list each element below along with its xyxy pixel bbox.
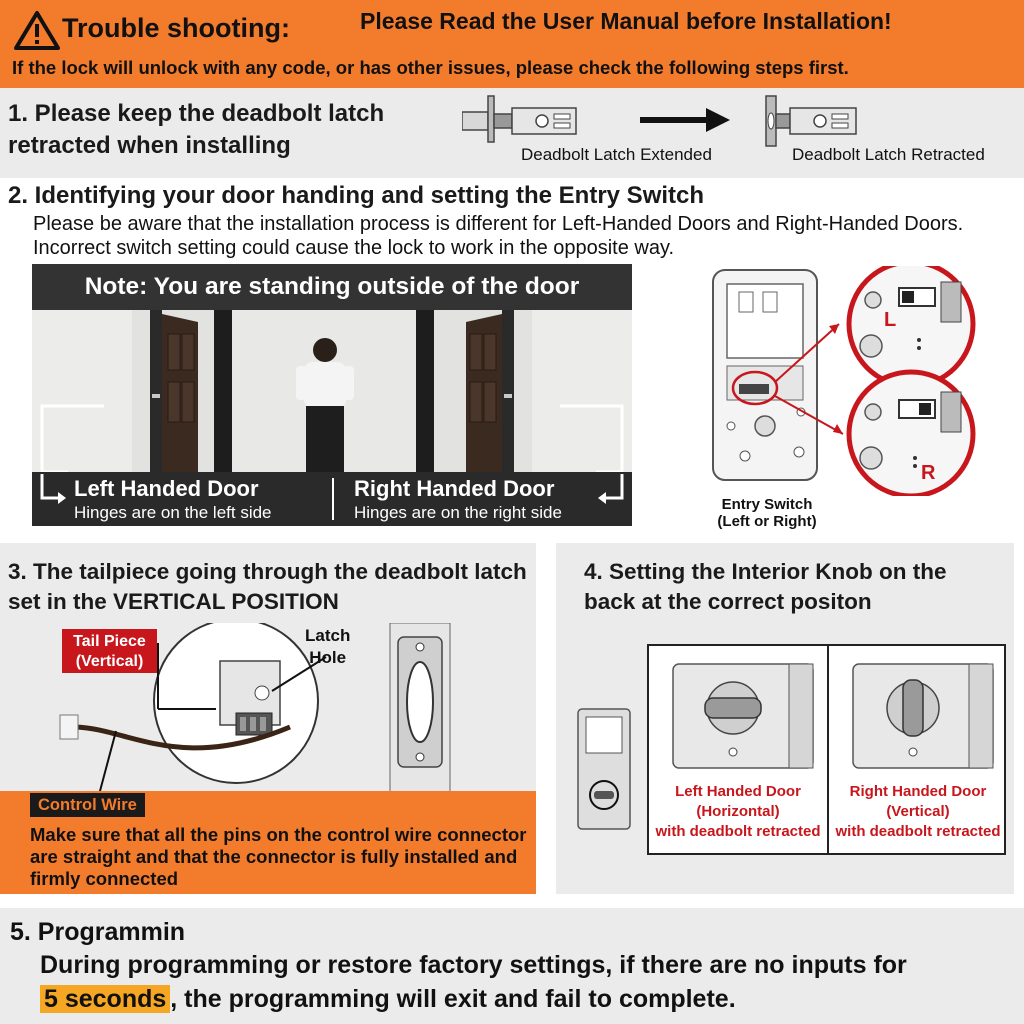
right-door-subtitle: Hinges are on the right side: [354, 503, 562, 522]
step3-title: 3. The tailpiece going through the deadbolt latch set in the VERTICAL POSITION: [8, 559, 527, 614]
left-knob-label-3: with deadbolt retracted: [655, 823, 821, 840]
manual-notice: Please Read the User Manual before Installation!: [360, 8, 892, 34]
knob-position-box: [647, 644, 1006, 855]
right-knob-label: [830, 782, 1006, 842]
step5-line1: During programming or restore factory settings, if there are no inputs for: [40, 951, 907, 979]
step5-line2-rest: , the programming will exit and fail to complete.: [170, 985, 736, 1013]
step3-section: [0, 543, 536, 894]
step5-line2: [40, 985, 736, 1014]
step5-section: [0, 908, 1024, 1024]
left-door-subtitle: Hinges are on the left side: [74, 503, 272, 522]
left-door-title: Left Handed Door: [74, 476, 259, 501]
latch-hole-text-2: Hole: [309, 648, 347, 667]
door-divider: [332, 478, 334, 520]
troubleshooting-title: Trouble shooting:: [62, 13, 290, 43]
lock-interior-illustration: [574, 703, 634, 837]
door-type-labels: [32, 472, 632, 526]
tail-piece-sub: (Vertical): [75, 653, 144, 670]
door-handing-photo: [32, 264, 632, 526]
latch-retracted-label: Deadbolt Latch Retracted: [792, 145, 985, 164]
left-knob-label: [650, 782, 826, 842]
latch-extended-illustration: [462, 92, 592, 148]
step2-description: Please be aware that the installation process is different for Left-Handed Doors and Right-Handed Doors. Incorrect switch setting could cause the lock to work in the opposite way.: [33, 213, 964, 259]
header-subtitle: If the lock will unlock with any code, or has other issues, please check the following steps first.: [12, 57, 849, 78]
arrow-left-icon: [598, 474, 628, 504]
control-wire-instructions: Make sure that all the pins on the control wire connector are straight and that the connector is fully installed and firmly connected: [30, 824, 527, 889]
right-knob-label-3: with deadbolt retracted: [835, 823, 1001, 840]
entry-switch-label: Entry Switch: [721, 496, 813, 513]
step4-section: [556, 543, 1014, 894]
entry-switch-diagram: [705, 266, 1021, 496]
tail-piece-badge: [62, 629, 157, 673]
switch-left-marker: L: [884, 309, 897, 331]
standing-outside-note: Note: You are standing outside of the door: [32, 264, 632, 310]
header-banner: [0, 0, 1024, 88]
knob-vertical-illustration: [837, 656, 1001, 772]
arrow-right-icon: [640, 108, 730, 132]
warning-icon: [14, 10, 60, 50]
right-knob-label-1: Right Handed Door: [849, 783, 987, 800]
left-knob-label-2: (Horizontal): [696, 803, 780, 820]
control-wire-badge: Control Wire: [30, 793, 145, 817]
step1-section: [0, 88, 1024, 178]
right-door-title: Right Handed Door: [354, 476, 555, 501]
step4-title: 4. Setting the Interior Knob on the back at the correct positon: [584, 559, 947, 614]
door-photo-illustration: [32, 310, 632, 472]
tail-piece-label: Tail Piece: [73, 633, 146, 650]
knob-horizontal-illustration: [657, 656, 821, 772]
left-knob-label-1: Left Handed Door: [675, 783, 801, 800]
knob-box-divider: [827, 646, 829, 853]
step5-title: 5. Programmin: [10, 918, 186, 946]
latch-retracted-illustration: [762, 92, 872, 148]
entry-switch-sub: (Left or Right): [717, 513, 817, 530]
latch-hole-text: Latch: [305, 626, 351, 645]
latch-hole-label: [305, 625, 350, 669]
step2-section: [0, 178, 1024, 535]
timeout-highlight: 5 seconds: [40, 985, 170, 1013]
step2-title: 2. Identifying your door handing and setting the Entry Switch: [8, 182, 705, 209]
arrow-right-icon: [36, 474, 66, 504]
right-knob-label-2: (Vertical): [886, 803, 950, 820]
latch-extended-label: Deadbolt Latch Extended: [521, 145, 712, 164]
step1-title: 1. Please keep the deadbolt latch retracted when installing: [8, 100, 385, 159]
entry-switch-caption: [697, 496, 837, 530]
switch-right-marker: R: [921, 462, 936, 484]
